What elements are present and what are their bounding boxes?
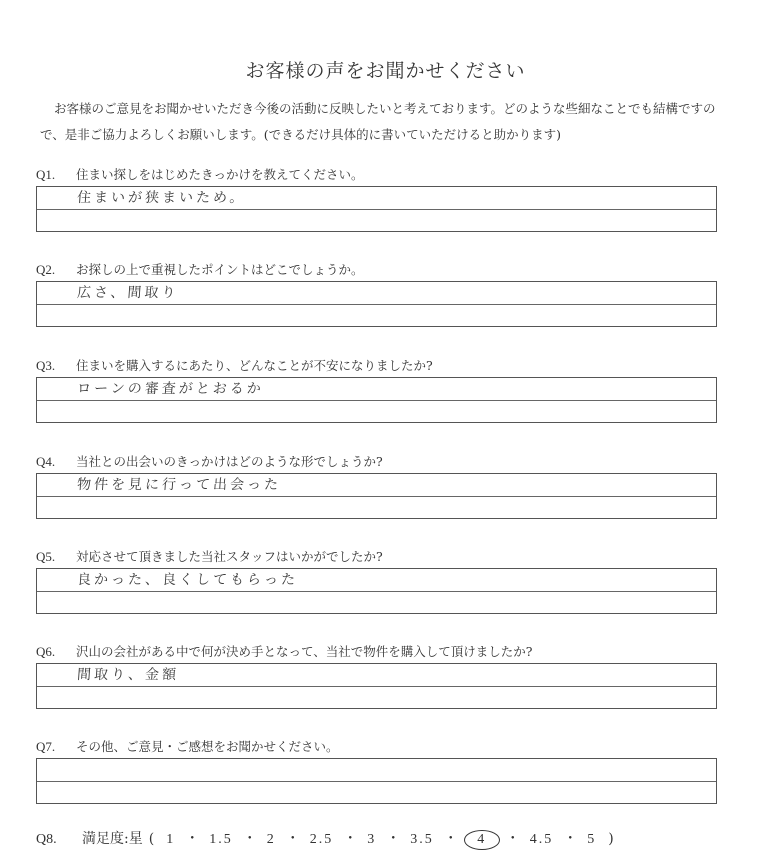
question-label: 当社との出会いのきっかけはどのような形でしょうか?: [76, 454, 383, 469]
rating-option[interactable]: 5: [587, 832, 597, 847]
question-label: 住まいを購入するにあたり、どんなことが不安になりましたか?: [76, 358, 433, 373]
question-text: [36, 357, 736, 375]
rating-option[interactable]: 2: [266, 832, 276, 847]
handwritten-answer: 広さ、間取り: [76, 285, 180, 301]
handwritten-answer: 物件を見に行って出会った: [76, 477, 282, 493]
handwritten-answer: [76, 759, 78, 781]
rating-separator: ・: [505, 831, 520, 847]
question-block: [36, 643, 736, 709]
answer-box[interactable]: [36, 758, 717, 804]
question-text: [36, 453, 736, 471]
answer-box-divider: [37, 400, 716, 401]
q8-rating-options: [160, 828, 602, 850]
answer-box-divider: [37, 496, 716, 497]
question-text: [36, 548, 736, 566]
question-number: Q4.: [36, 454, 56, 469]
q8-satisfaction: [36, 828, 756, 850]
answer-box-divider: [37, 209, 716, 210]
question-block: [36, 738, 736, 804]
q8-label: 満足度:星: [82, 831, 143, 847]
answer-box[interactable]: [36, 377, 717, 423]
question-text: [36, 166, 736, 184]
question-label: 住まい探しをはじめたきっかけを教えてください。: [76, 167, 364, 182]
question-label: 沢山の会社がある中で何が決め手となって、当社で物件を購入して頂けましたか?: [76, 644, 533, 659]
question-label: その他、ご意見・ご感想をお聞かせください。: [76, 739, 339, 754]
answer-box-divider: [37, 686, 716, 687]
q8-open-paren: (: [148, 831, 155, 847]
answer-box[interactable]: [36, 281, 717, 327]
handwritten-answer: 間取り、金額: [76, 667, 180, 683]
rating-separator: ・: [563, 831, 578, 847]
rating-option[interactable]: 1.5: [209, 832, 233, 847]
answer-box[interactable]: [36, 473, 717, 519]
answer-box-divider: [37, 591, 716, 592]
question-number: Q1.: [36, 167, 56, 182]
handwritten-answer: ローンの審査がとおるか: [76, 381, 265, 397]
question-number: Q6.: [36, 644, 56, 659]
answer-box[interactable]: [36, 663, 717, 709]
question-block: [36, 548, 736, 614]
rating-option[interactable]: 3: [367, 832, 377, 847]
question-block: [36, 357, 736, 423]
handwritten-answer: 住まいが狭まいため。: [76, 190, 248, 206]
rating-option-selected[interactable]: 4: [464, 830, 500, 850]
rating-separator: ・: [185, 831, 200, 847]
question-label: 対応させて頂きました当社スタッフはいかがでしたか?: [76, 549, 383, 564]
rating-separator: ・: [386, 831, 401, 847]
rating-option[interactable]: 1: [166, 832, 176, 847]
question-number: Q7.: [36, 739, 56, 754]
rating-option[interactable]: 4.5: [529, 832, 554, 847]
question-label: お探しの上で重視したポイントはどこでしょうか。: [76, 262, 364, 277]
answer-box-divider: [37, 304, 716, 305]
question-text: [36, 643, 736, 661]
rating-separator: ・: [242, 831, 257, 847]
survey-intro: お客様のご意見をお聞かせいただき今後の活動に反映したいと考えております。どのような些細なことでも結構ですので、是非ご協力よろしくお願いします。(できるだけ具体的に書いていただけると助かります): [40, 101, 716, 142]
question-number: Q3.: [36, 358, 56, 373]
rating-option[interactable]: 3.5: [410, 832, 434, 847]
question-block: [36, 453, 736, 519]
answer-box[interactable]: [36, 186, 717, 232]
question-text: [36, 738, 736, 756]
handwritten-answer: 良かった、良くしてもらった: [76, 572, 299, 588]
q8-number: Q8.: [36, 832, 57, 847]
question-text: [36, 261, 736, 279]
question-number: Q2.: [36, 262, 56, 277]
survey-title: お客様の声をお聞かせください: [245, 60, 526, 82]
question-block: [36, 261, 736, 327]
question-block: [36, 166, 736, 232]
answer-box-divider: [37, 781, 716, 782]
rating-separator: ・: [443, 831, 458, 847]
q8-close-paren: ): [608, 831, 614, 847]
answer-box[interactable]: [36, 568, 717, 614]
rating-separator: ・: [343, 831, 358, 847]
rating-separator: ・: [285, 831, 300, 847]
question-number: Q5.: [36, 549, 56, 564]
rating-option[interactable]: 2.5: [309, 832, 334, 847]
